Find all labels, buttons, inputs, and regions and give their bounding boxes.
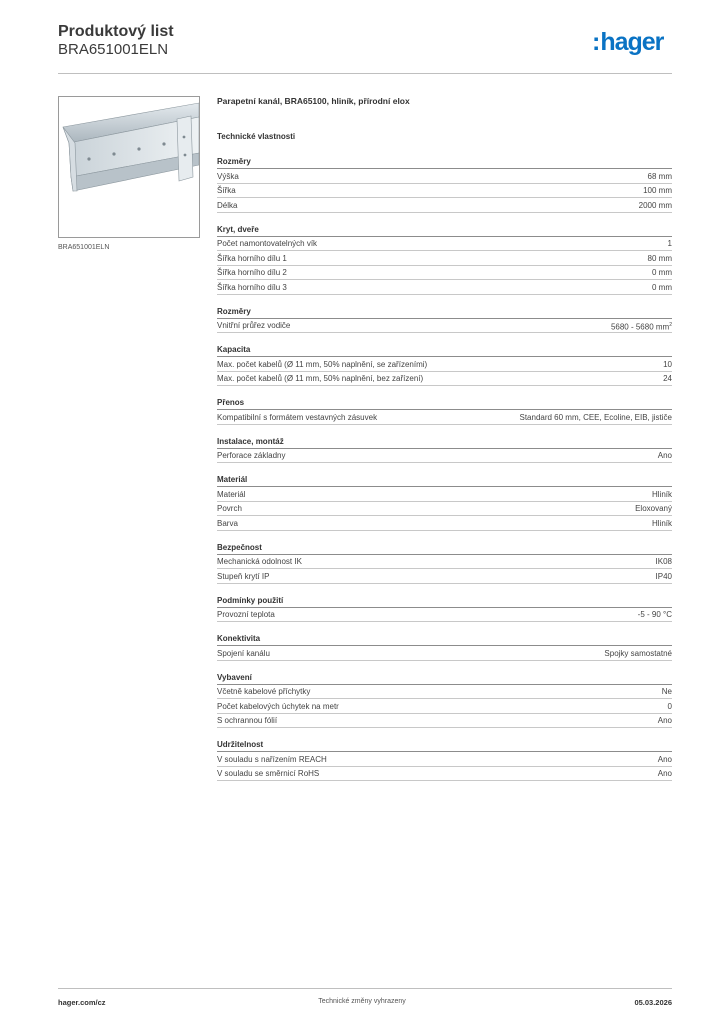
spec-value-text: Hliník <box>651 518 672 528</box>
spec-section <box>217 435 672 464</box>
footer-website-link[interactable]: hager.com/cz <box>58 998 106 1007</box>
spec-section <box>217 396 672 425</box>
footer-divider <box>58 988 672 989</box>
spec-section <box>217 541 672 584</box>
spec-value <box>519 411 672 424</box>
section-title: Instalace, montáž <box>217 435 672 449</box>
spec-value-text: IP40 <box>655 571 672 581</box>
spec-value <box>648 252 672 265</box>
spec-value-text: Ano <box>657 716 672 725</box>
spec-value-text: Hliník <box>651 489 672 499</box>
spec-label: Povrch <box>217 504 242 513</box>
spec-label: Perforace základny <box>217 451 286 460</box>
spec-row <box>217 714 672 729</box>
spec-value <box>648 170 672 183</box>
spec-value-text: 100 mm <box>643 186 672 195</box>
section-title: Udržitelnost <box>217 738 672 752</box>
spec-row <box>217 752 672 767</box>
spec-value <box>658 714 672 727</box>
spec-section <box>217 594 672 623</box>
footer-date: 05.03.2026 <box>634 998 672 1007</box>
spec-value <box>663 358 672 371</box>
spec-label: Šířka <box>217 186 236 195</box>
technical-properties-heading: Technické vlastnosti <box>217 132 296 141</box>
spec-value-text: Ano <box>657 451 672 460</box>
spec-row <box>217 767 672 782</box>
spec-row <box>217 646 672 661</box>
spec-row <box>217 169 672 184</box>
spec-label: Počet kabelových úchytek na metr <box>217 701 339 711</box>
spec-section <box>217 343 672 386</box>
cable-duct-picture <box>59 97 199 237</box>
spec-value <box>652 488 672 501</box>
spec-row <box>217 516 672 531</box>
spec-label: Počet namontovatelných vík <box>217 239 318 248</box>
logo-text: hager <box>600 28 664 56</box>
spec-label: Kompatibilní s formátem vestavných zásuvek <box>217 412 378 422</box>
section-title: Rozměry <box>217 155 672 169</box>
product-image <box>58 96 200 238</box>
spec-value-text: 2000 mm <box>638 200 672 210</box>
document-title: Produktový list <box>58 23 174 40</box>
section-title: Rozměry <box>217 305 672 319</box>
spec-label: Materiál <box>217 489 246 499</box>
section-title: Přenos <box>217 396 672 410</box>
product-name: Parapetní kanál, BRA65100, hliník, přírodní elox <box>217 96 410 106</box>
section-title: Bezpečnost <box>217 541 672 555</box>
spec-value <box>663 372 672 385</box>
section-title: Konektivita <box>217 632 672 646</box>
spec-value <box>658 767 672 780</box>
spec-row <box>217 502 672 517</box>
section-title: Vybavení <box>217 671 672 685</box>
spec-label: Vnitřní průřez vodiče <box>217 321 291 330</box>
spec-label: Barva <box>217 518 238 528</box>
product-code: BRA651001ELN <box>58 41 169 58</box>
spec-row <box>217 319 672 334</box>
spec-value-text: 10 <box>663 359 672 369</box>
spec-row <box>217 569 672 584</box>
logo-colon-icon: : <box>592 28 600 56</box>
spec-value-text: 0 mm <box>652 282 672 292</box>
spec-value <box>652 517 672 530</box>
spec-label: Šířka horního dílu 3 <box>217 282 287 292</box>
spec-value <box>668 700 672 713</box>
spec-row <box>217 372 672 387</box>
spec-value <box>611 319 672 332</box>
spec-row <box>217 410 672 425</box>
section-title: Kapacita <box>217 343 672 357</box>
spec-row <box>217 198 672 213</box>
spec-label: Max. počet kabelů (Ø 11 mm, 50% naplnění, se zařízeními) <box>217 359 428 369</box>
spec-row <box>217 608 672 623</box>
spec-section <box>217 671 672 729</box>
image-caption: BRA651001ELN <box>58 244 110 251</box>
spec-value-text: 80 mm <box>647 253 672 263</box>
section-title: Podmínky použití <box>217 594 672 608</box>
spec-value <box>652 266 672 279</box>
spec-row <box>217 237 672 252</box>
spec-label: V souladu s nařízením REACH <box>217 754 327 764</box>
spec-value-text: 1 <box>667 239 672 248</box>
spec-row <box>217 555 672 570</box>
spec-value-text: -5 - 90 °C <box>637 610 672 619</box>
spec-row <box>217 251 672 266</box>
spec-value-text: 68 mm <box>647 171 672 181</box>
spec-value-text: Spojky samostatné <box>604 648 672 658</box>
spec-row <box>217 699 672 714</box>
spec-row <box>217 685 672 700</box>
spec-label: Včetně kabelové příchytky <box>217 687 311 696</box>
spec-value-text: Ano <box>657 754 672 764</box>
spec-label: V souladu se směrnicí RoHS <box>217 769 320 778</box>
spec-row <box>217 449 672 464</box>
spec-label: Spojení kanálu <box>217 648 270 658</box>
spec-section <box>217 305 672 334</box>
section-title: Kryt, dveře <box>217 223 672 237</box>
hager-logo[interactable] <box>592 28 663 56</box>
spec-row <box>217 266 672 281</box>
spec-value-text: Ne <box>661 687 672 696</box>
spec-label: Délka <box>217 200 238 210</box>
spec-label: Mechanická odolnost IK <box>217 557 302 566</box>
spec-value-text: Eloxovaný <box>635 504 672 513</box>
spec-section <box>217 632 672 661</box>
spec-value <box>643 184 672 197</box>
spec-label: Stupeň krytí IP <box>217 571 270 581</box>
spec-value <box>604 647 672 660</box>
spec-label: Šířka horního dílu 2 <box>217 268 287 277</box>
spec-sections <box>217 155 672 781</box>
spec-value-text: Standard 60 mm, CEE, Ecoline, EIB, jističe <box>519 412 672 422</box>
spec-value-text: Ano <box>657 769 672 778</box>
spec-value-text: 0 mm <box>652 268 672 277</box>
spec-section <box>217 738 672 781</box>
specifications <box>217 96 672 781</box>
header-divider <box>58 73 672 74</box>
spec-value <box>635 502 672 515</box>
spec-label: Provozní teplota <box>217 610 275 619</box>
spec-section <box>217 223 672 295</box>
spec-value-text: IK08 <box>655 557 672 566</box>
spec-value <box>656 555 672 568</box>
spec-row <box>217 184 672 199</box>
spec-value <box>658 753 672 766</box>
spec-value-text: 0 <box>667 701 672 711</box>
spec-section <box>217 155 672 213</box>
spec-value <box>662 685 672 698</box>
spec-value-text: 5680 - 5680 mm <box>610 322 670 332</box>
spec-value <box>668 237 672 250</box>
section-title: Materiál <box>217 473 672 487</box>
spec-label: S ochrannou fólií <box>217 716 278 725</box>
spec-value <box>638 608 672 621</box>
spec-row <box>217 280 672 295</box>
spec-section <box>217 473 672 531</box>
document-header <box>58 22 174 59</box>
spec-row <box>217 487 672 502</box>
spec-label: Výška <box>217 171 239 181</box>
spec-label: Šířka horního dílu 1 <box>217 253 287 263</box>
spec-value <box>658 449 672 462</box>
spec-value-superscript: 2 <box>669 322 672 328</box>
spec-label: Max. počet kabelů (Ø 11 mm, 50% naplnění, bez zařízení) <box>217 374 424 383</box>
footer-disclaimer: Technické změny vyhrazeny <box>318 998 406 1005</box>
spec-value <box>639 199 672 212</box>
spec-row <box>217 357 672 372</box>
spec-value-text: 24 <box>663 374 672 383</box>
spec-value <box>652 281 672 294</box>
spec-value <box>656 570 672 583</box>
